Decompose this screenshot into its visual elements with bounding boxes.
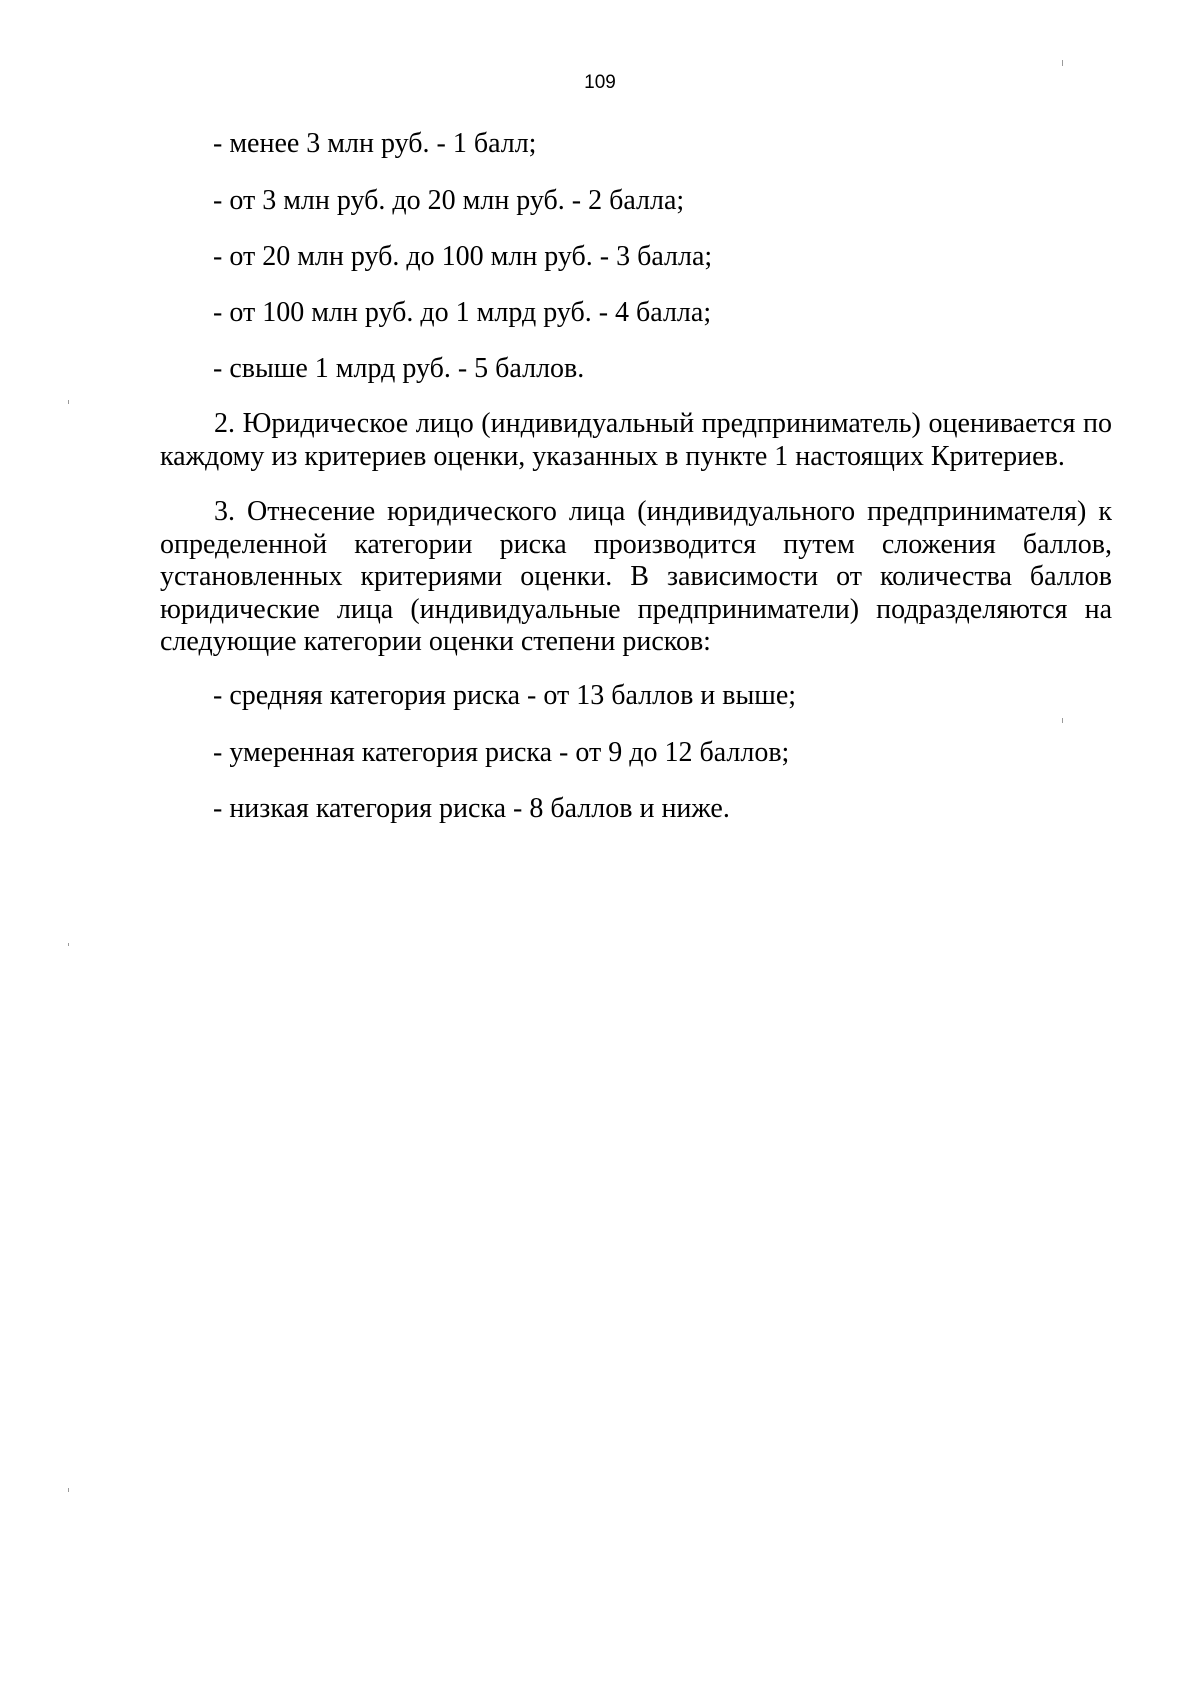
score-item-3: - от 20 млн руб. до 100 млн руб. - 3 балла;	[213, 241, 713, 272]
page-number: 109	[584, 72, 616, 93]
risk-category-moderate: - умеренная категория риска - от 9 до 12 баллов;	[213, 737, 790, 768]
scan-mark	[68, 943, 69, 946]
paragraph-3: 3. Отнесение юридического лица (индивидуального предпринимателя) к определенной категории риска производится путем сложения баллов, установленных критериями оценки. В зависимости от количества баллов юридические лица (индивидуальные предприниматели) подразделяются на следующие категории оценки степени рисков:	[160, 496, 1112, 657]
score-item-1: - менее 3 млн руб. - 1 балл;	[213, 128, 537, 159]
scan-mark	[68, 1488, 69, 1492]
score-item-5: - свыше 1 млрд руб. - 5 баллов.	[213, 353, 585, 384]
scan-mark	[1062, 60, 1063, 66]
score-item-4: - от 100 млн руб. до 1 млрд руб. - 4 балла;	[213, 297, 712, 328]
paragraph-2: 2. Юридическое лицо (индивидуальный предприниматель) оценивается по каждому из критериев оценки, указанных в пункте 1 настоящих Критериев.	[160, 408, 1112, 472]
risk-category-low: - низкая категория риска - 8 баллов и ниже.	[213, 793, 730, 824]
risk-category-medium: - средняя категория риска - от 13 баллов и выше;	[213, 680, 797, 711]
score-item-2: - от 3 млн руб. до 20 млн руб. - 2 балла;	[213, 185, 685, 216]
scan-mark	[1062, 718, 1063, 723]
scan-mark	[68, 400, 69, 404]
